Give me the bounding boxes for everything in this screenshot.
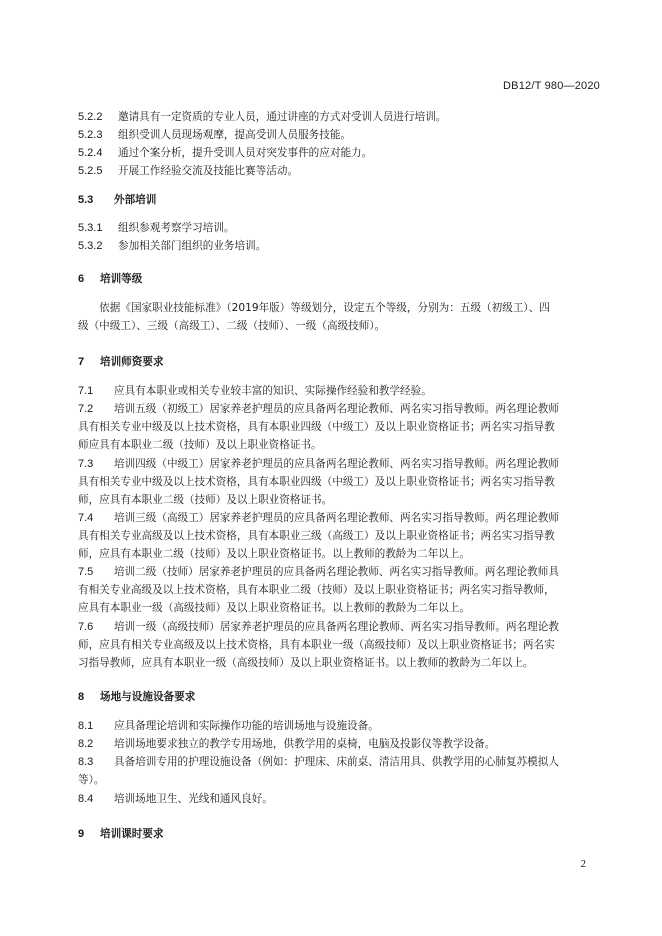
page-number: 2: [580, 858, 586, 870]
clause-line: [78, 491, 604, 509]
clause-text: 具有相关专业中级及以上技术资格，具有本职业四级（中级工）及以上职业资格证书；两名实习指导教: [78, 421, 555, 433]
clause-text: 习指导教师，应具有本职业一级（高级技师）及以上职业资格证书。以上教师的教龄为二年以上。: [78, 657, 534, 669]
clause-line: [78, 790, 604, 808]
clause-number: 5.2.3: [78, 129, 103, 141]
clause-line: [78, 735, 604, 753]
clause-line: [78, 144, 604, 162]
clause-text: 依据《国家职业技能标准》（2019年版）等级划分，设定五个等级，分别为：五级（初级工）、四: [78, 302, 550, 314]
clause-text: 应具有本职业或相关专业较丰富的知识、实际操作经验和教学经验。: [114, 385, 432, 397]
heading-text: 外部培训: [114, 194, 157, 206]
subsection-heading: [78, 191, 604, 209]
clause-text: 参加相关部门组织的业务培训。: [118, 240, 267, 252]
clause-line: [78, 382, 604, 400]
heading-text: 培训课时要求: [100, 828, 164, 840]
clause-line: [78, 563, 604, 581]
clause-text: 应具备理论培训和实际操作功能的培训场地与设施设备。: [114, 720, 379, 732]
paragraph-line: [78, 317, 604, 335]
document-header-code: DB12/T 980—2020: [503, 80, 600, 92]
clause-text: 组织受训人员现场观摩，提高受训人员服务技能。: [118, 129, 352, 141]
clause-text: 师，应具有本职业二级（技师）及以上职业资格证书。以上教师的教龄为二年以上。: [78, 548, 470, 560]
clause-line: [78, 599, 604, 617]
section-heading: [78, 353, 604, 371]
clause-line: [78, 545, 604, 563]
clause-number: 7.2: [78, 403, 94, 415]
heading-text: 场地与设施设备要求: [100, 691, 196, 703]
clause-line: [78, 126, 604, 144]
clause-number: 5.3.2: [78, 240, 103, 252]
clause-line: [78, 527, 604, 545]
heading-text: 培训等级: [100, 273, 143, 285]
clause-text: 具备培训专用的护理设施设备（例如：护理床、床前桌、清洁用具、供教学用的心肺复苏模拟人: [114, 756, 559, 768]
clause-line: [78, 771, 604, 789]
clause-text: 培训四级（中级工）居家养老护理员的应具备两名理论教师、两名实习指导教师。两名理论教师: [114, 458, 559, 470]
clause-text: 有相关专业高级及以上技术资格，具有本职业二级（技师）及以上职业资格证书；两名实习指导教师，: [78, 584, 555, 596]
clause-line: [78, 108, 604, 126]
heading-number: 7: [78, 356, 85, 368]
clause-text: 邀请具有一定资质的专业人员，通过讲座的方式对受训人员进行培训。: [118, 111, 447, 123]
section-heading: [78, 688, 604, 706]
clause-text: 组织参观考察学习培训。: [118, 222, 235, 234]
clause-number: 5.2.2: [78, 111, 103, 123]
heading-number: 5.3: [78, 194, 94, 206]
clause-line: [78, 636, 604, 654]
section-heading: [78, 270, 604, 288]
clause-number: 7.4: [78, 512, 94, 524]
clause-line: [78, 219, 604, 237]
clause-text: 师，应具有本职业二级（技师）及以上职业资格证书。: [78, 494, 333, 506]
clause-number: 8.2: [78, 738, 94, 750]
clause-text: 通过个案分析，提升受训人员对突发事件的应对能力。: [118, 147, 373, 159]
clause-line: [78, 400, 604, 418]
clause-number: 8.3: [78, 756, 94, 768]
heading-number: 8: [78, 691, 85, 703]
clause-line: [78, 237, 604, 255]
clause-line: [78, 455, 604, 473]
clause-text: 培训五级（初级工）居家养老护理员的应具备两名理论教师、两名实习指导教师。两名理论教师: [114, 403, 559, 415]
heading-text: 培训师资要求: [100, 356, 164, 368]
clause-number: 7.3: [78, 458, 94, 470]
clause-text: 培训二级（技师）居家养老护理员的应具备两名理论教师、两名实习指导教师。两名理论教师具: [114, 566, 559, 578]
clause-number: 8.1: [78, 720, 94, 732]
clause-line: [78, 418, 604, 436]
clause-line: [78, 717, 604, 735]
clause-line: [78, 618, 604, 636]
clause-line: [78, 473, 604, 491]
clause-text: 具有相关专业高级及以上技术资格，具有本职业三级（高级工）及以上职业资格证书；两名实习指导教: [78, 530, 555, 542]
clause-text: 培训三级（高级工）居家养老护理员的应具备两名理论教师、两名实习指导教师。两名理论教师: [114, 512, 559, 524]
clause-text: 等）。: [78, 774, 105, 786]
clause-text: 培训场地要求独立的教学专用场地，供教学用的桌椅，电脑及投影仪等教学设备。: [114, 738, 496, 750]
clause-text: 师，应具有相关专业高级及以上技术资格，具有本职业一级（高级技师）及以上职业资格证书；两名实: [78, 639, 555, 651]
clause-number: 7.6: [78, 621, 94, 633]
clause-number: 5.2.5: [78, 165, 103, 177]
clause-text: 级（中级工）、三级（高级工）、二级（技师）、一级（高级技师）。: [78, 320, 386, 332]
clause-text: 应具有本职业一级（高级技师）及以上职业资格证书。以上教师的教龄为二年以上。: [78, 602, 470, 614]
heading-number: 9: [78, 828, 85, 840]
heading-number: 6: [78, 273, 85, 285]
clause-number: 7.5: [78, 566, 94, 578]
clause-text: 师应具有本职业二级（技师）及以上职业资格证书。: [78, 439, 322, 451]
clause-text: 培训场地卫生、光线和通风良好。: [114, 793, 273, 805]
clause-text: 开展工作经验交流及技能比赛等活动。: [118, 165, 299, 177]
paragraph-line: [78, 299, 604, 317]
clause-number: 8.4: [78, 793, 94, 805]
clause-number: 5.2.4: [78, 147, 103, 159]
clause-line: [78, 753, 604, 771]
clause-text: 具有相关专业中级及以上技术资格，具有本职业四级（中级工）及以上职业资格证书；两名实习指导教: [78, 476, 555, 488]
clause-line: [78, 581, 604, 599]
clause-line: [78, 162, 604, 180]
clause-number: 5.3.1: [78, 222, 103, 234]
section-heading: [78, 825, 604, 843]
clause-line: [78, 509, 604, 527]
clause-text: 培训一级（高级技师）居家养老护理员的应具备两名理论教师、两名实习指导教师。两名理论教: [114, 621, 559, 633]
clause-number: 7.1: [78, 385, 94, 397]
clause-line: [78, 436, 604, 454]
clause-line: [78, 654, 604, 672]
